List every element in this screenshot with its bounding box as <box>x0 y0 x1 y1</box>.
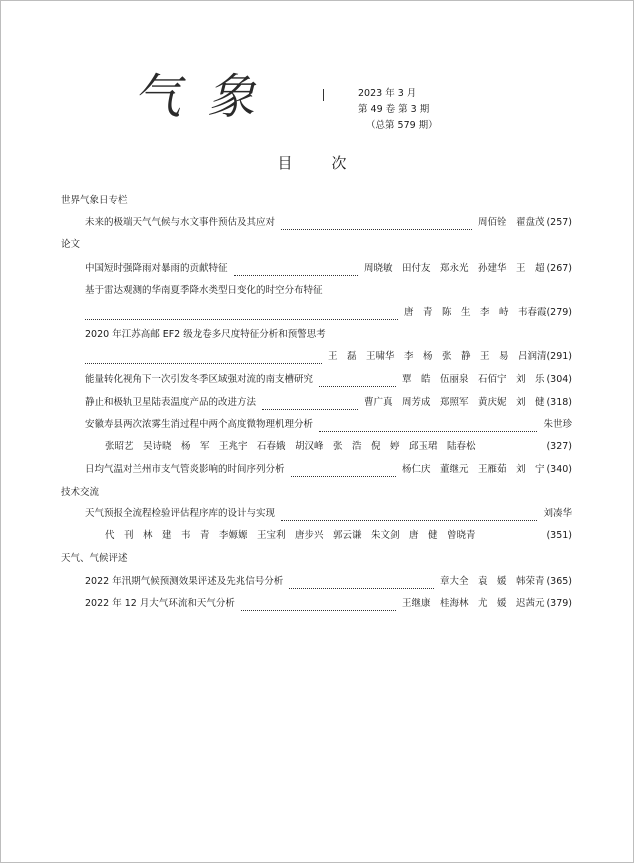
dot-leader <box>262 401 358 410</box>
toc-entry[interactable] <box>85 463 572 477</box>
dot-leader <box>319 423 537 432</box>
entry-authors: 张昭艺 吴诗晓 杨 军 王兆宇 石春娥 胡汉峰 张 浩 倪 婷 邱玉珺 陆春松 <box>105 441 476 452</box>
dot-leader <box>85 355 322 364</box>
entry-title: 能量转化视角下一次引发冬季区域强对流的南支槽研究 <box>85 374 314 385</box>
entry-page: (327) <box>546 441 572 452</box>
toc-entry[interactable] <box>85 216 572 230</box>
entry-title: 日均气温对兰州市支气管炎影响的时间序列分析 <box>85 464 285 475</box>
toc-title: 目 次 <box>277 154 359 172</box>
section-label: 技术交流 <box>61 487 100 498</box>
toc-entry-authors-line <box>85 350 572 364</box>
entry-page: (365) <box>546 576 572 587</box>
entry-authors: 周晓敏 田付友 郑永光 孙建华 王 超 <box>363 263 545 274</box>
entry-authors: 周佰铨 翟盘茂 <box>477 217 545 228</box>
toc-entry[interactable] <box>85 575 572 589</box>
entry-title: 天气预报全流程检验评估程序库的设计与实现 <box>85 508 276 519</box>
dot-leader <box>281 512 537 521</box>
entry-page: (257) <box>546 217 572 228</box>
toc-entry[interactable] <box>85 262 572 276</box>
masthead-divider <box>323 89 324 101</box>
entry-title: 静止和极轨卫星陆表温度产品的改进方法 <box>85 397 257 408</box>
entry-page: (279) <box>546 307 572 318</box>
toc-entry[interactable] <box>85 328 572 342</box>
entry-authors: 唐 青 陈 生 李 峙 韦春霞 <box>403 307 547 318</box>
toc-entry[interactable] <box>85 418 572 432</box>
entry-authors: 王 磊 王啸华 李 杨 张 静 王 易 吕润清 <box>327 351 547 362</box>
entry-page: (291) <box>546 351 572 362</box>
toc-entry-authors-line <box>85 306 572 320</box>
issue-total: （总第 579 期） <box>366 120 438 131</box>
entry-title: 2022 年 12 月大气环流和天气分析 <box>85 598 235 609</box>
entry-authors: 曹广真 周芳成 郑照军 黄庆妮 刘 健 <box>363 397 545 408</box>
dot-leader <box>289 580 434 589</box>
section-label: 世界气象日专栏 <box>61 195 128 206</box>
entry-authors: 杨仁庆 董继元 王雁茹 刘 宁 <box>401 464 545 475</box>
journal-logo: 气象 <box>133 69 282 125</box>
dot-leader <box>319 378 396 387</box>
entry-authors: 代 刊 林 建 韦 青 李嫄嫄 王宝利 唐步兴 郭云谦 朱文剑 唐 健 曾晓青 <box>105 530 476 541</box>
entry-authors: 王继康 桂海林 尤 媛 迟茜元 <box>401 598 545 609</box>
issue-volume: 第 49 卷 第 3 期 <box>358 104 430 115</box>
toc-entry[interactable] <box>85 507 572 521</box>
toc-entry[interactable] <box>85 597 572 611</box>
entry-page: (379) <box>546 598 572 609</box>
entry-authors: 章大全 袁 媛 韩荣青 <box>439 576 545 587</box>
section-label: 天气、气候评述 <box>61 553 128 564</box>
entry-page: (318) <box>546 397 572 408</box>
issue-date: 2023 年 3 月 <box>358 88 417 99</box>
entry-title: 基于雷达观测的华南夏季降水类型日变化的时空分布特征 <box>85 285 323 296</box>
entry-page: (351) <box>546 530 572 541</box>
entry-title: 2022 年汛期气候预测效果评述及先兆信号分析 <box>85 576 284 587</box>
entry-title: 2020 年江苏高邮 EF2 级龙卷多尺度特征分析和预警思考 <box>85 329 326 340</box>
toc-entry-authors-line <box>105 529 572 543</box>
section-label: 论文 <box>61 239 81 250</box>
toc-entry-authors-line <box>105 440 572 454</box>
dot-leader <box>291 468 396 477</box>
dot-leader <box>281 221 472 230</box>
entry-authors: 覃 皓 伍丽泉 石佰宁 刘 乐 <box>401 374 545 385</box>
dot-leader <box>85 311 398 320</box>
issue-info <box>358 86 438 134</box>
dot-leader <box>241 602 396 611</box>
dot-leader <box>234 267 358 276</box>
entry-authors: 刘凑华 <box>543 508 572 519</box>
entry-page: (267) <box>546 263 572 274</box>
toc-entry[interactable] <box>85 396 572 410</box>
entry-page: (304) <box>546 374 572 385</box>
toc-entry[interactable] <box>85 284 572 298</box>
entry-title: 安徽寿县两次浓雾生消过程中两个高度微物理机理分析 <box>85 419 314 430</box>
entry-authors: 朱世珍 <box>543 419 572 430</box>
entry-page: (340) <box>546 464 572 475</box>
entry-title: 未来的极端天气气候与水文事件预估及其应对 <box>85 217 276 228</box>
toc-entry[interactable] <box>85 373 572 387</box>
entry-title: 中国短时强降雨对暴雨的贡献特征 <box>85 263 228 274</box>
